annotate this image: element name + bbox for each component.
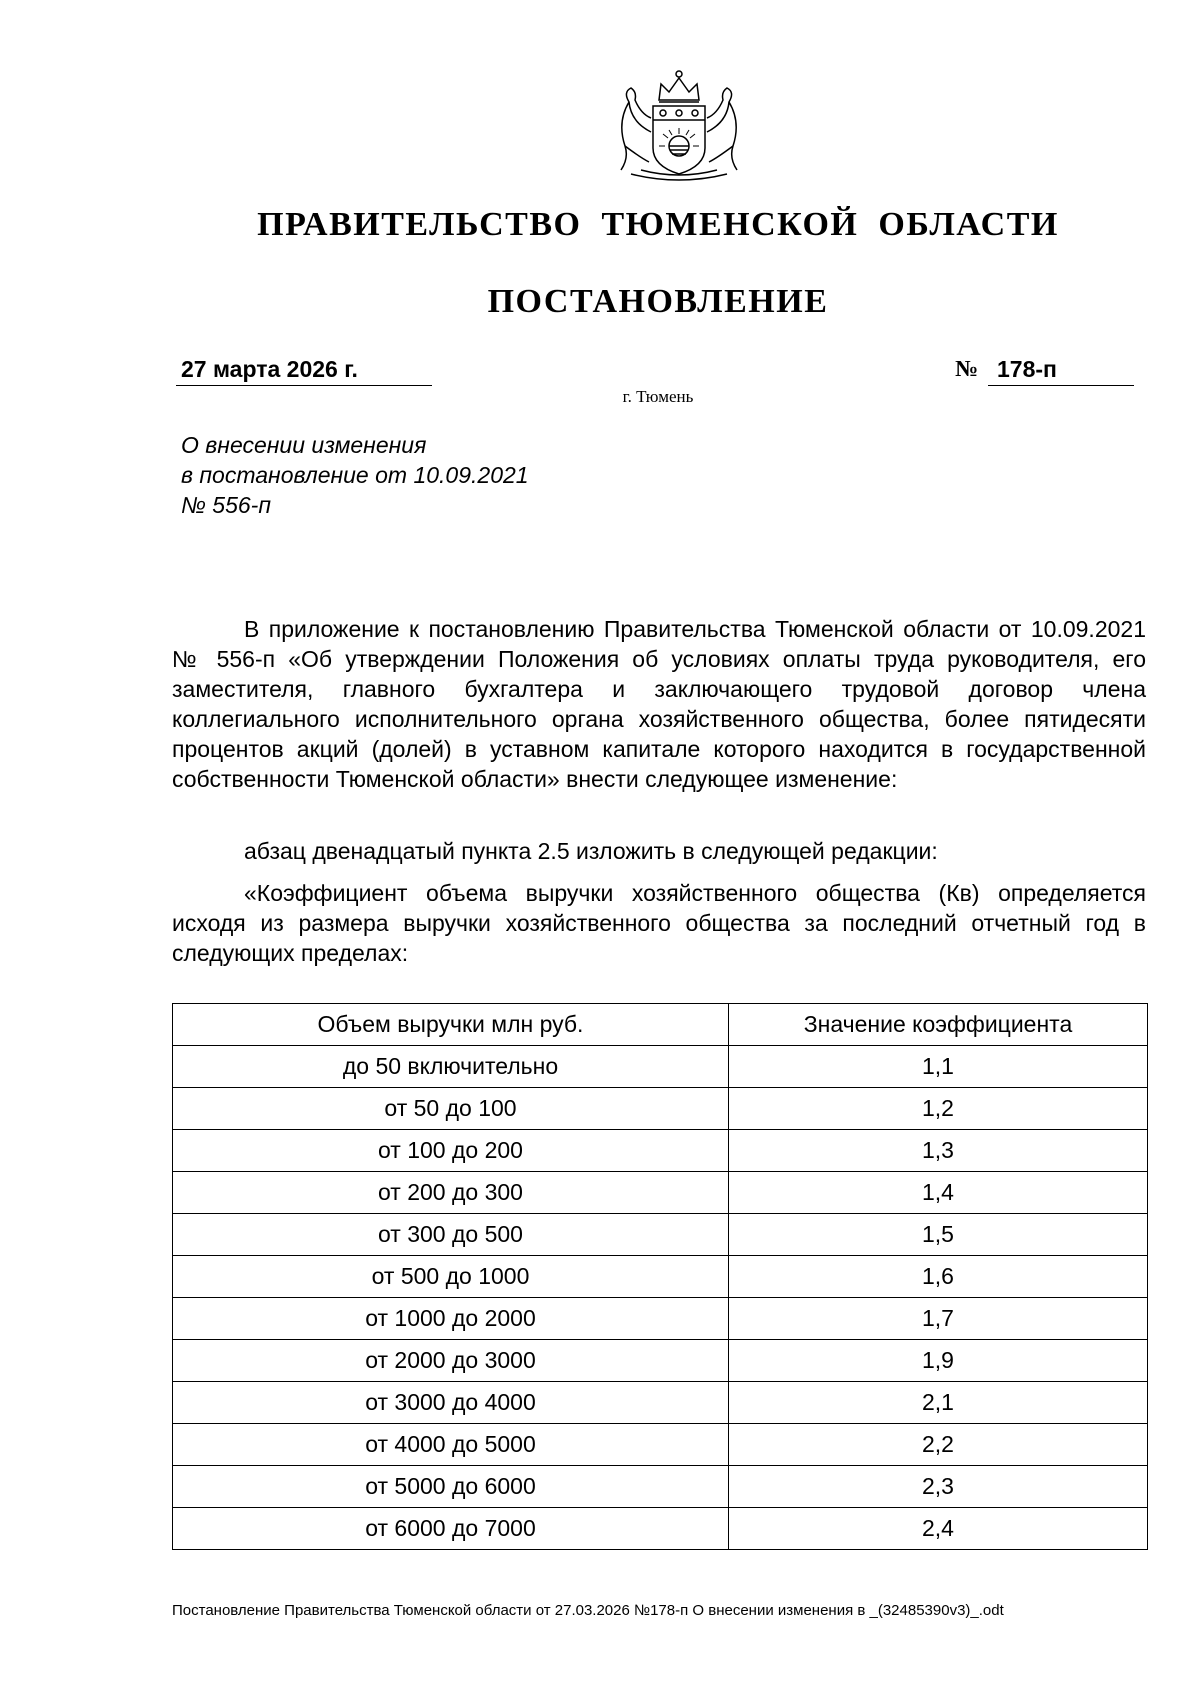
revenue-range-cell: от 200 до 300 bbox=[173, 1172, 729, 1214]
table-header-row bbox=[173, 1004, 1148, 1046]
revenue-range-cell: от 3000 до 4000 bbox=[173, 1382, 729, 1424]
revenue-range-cell: от 100 до 200 bbox=[173, 1130, 729, 1172]
subject-line: в постановление от 10.09.2021 bbox=[181, 462, 529, 488]
coefficient-cell: 1,7 bbox=[729, 1298, 1148, 1340]
document-subject bbox=[181, 430, 529, 520]
coefficient-cell: 2,1 bbox=[729, 1382, 1148, 1424]
revenue-range-cell: от 2000 до 3000 bbox=[173, 1340, 729, 1382]
revenue-range-cell: от 5000 до 6000 bbox=[173, 1466, 729, 1508]
table-row bbox=[173, 1382, 1148, 1424]
page-footer: Постановление Правительства Тюменской области от 27.03.2026 №178-п О внесении изменения в _(32485390v3)_.odt bbox=[172, 1602, 1004, 1619]
table-row bbox=[173, 1424, 1148, 1466]
coefficient-cell: 1,4 bbox=[729, 1172, 1148, 1214]
coefficient-cell: 2,3 bbox=[729, 1466, 1148, 1508]
revenue-range-cell: от 1000 до 2000 bbox=[173, 1298, 729, 1340]
body-paragraph: абзац двенадцатый пункта 2.5 изложить в следующей редакции: bbox=[244, 838, 938, 864]
body-paragraph: В приложение к постановлению Правительства Тюменской области от 10.09.2021 № 556-п «Об утверждении Положения об условиях оплаты труда руководителя, его заместителя, главного бухгалтера и заключающего трудовой договор члена коллегиального исполнительного органа хозяйственного общества, более пятидесяти процентов акций (долей) в уставном капитале которого находится в государственной собственности Тюменской области» внести следующее изменение: bbox=[172, 616, 1146, 792]
column-header: Значение коэффициента bbox=[729, 1004, 1148, 1046]
table-row bbox=[173, 1214, 1148, 1256]
coefficient-cell: 2,4 bbox=[729, 1508, 1148, 1550]
revenue-range-cell: от 6000 до 7000 bbox=[173, 1508, 729, 1550]
government-name: ПРАВИТЕЛЬСТВО ТЮМЕНСКОЙ ОБЛАСТИ bbox=[257, 206, 1059, 243]
subject-line: № 556-п bbox=[181, 492, 271, 518]
subject-line: О внесении изменения bbox=[181, 432, 427, 458]
coefficient-cell: 2,2 bbox=[729, 1424, 1148, 1466]
city: г. Тюмень bbox=[622, 387, 694, 406]
coefficient-cell: 1,6 bbox=[729, 1256, 1148, 1298]
table-row bbox=[173, 1466, 1148, 1508]
coefficient-cell: 1,9 bbox=[729, 1340, 1148, 1382]
table-row bbox=[173, 1046, 1148, 1088]
revenue-range-cell: до 50 включительно bbox=[173, 1046, 729, 1088]
table-row bbox=[173, 1172, 1148, 1214]
table-row bbox=[173, 1340, 1148, 1382]
number-label: № bbox=[955, 356, 979, 381]
column-header: Объем выручки млн руб. bbox=[173, 1004, 729, 1046]
coefficient-cell: 1,1 bbox=[729, 1046, 1148, 1088]
body-paragraph: «Коэффициент объема выручки хозяйственного общества (Кв) определяется исходя из размера выручки хозяйственного общества за последний отчетный год в следующих пределах: bbox=[172, 880, 1146, 966]
coefficient-cell: 1,2 bbox=[729, 1088, 1148, 1130]
table-row bbox=[173, 1256, 1148, 1298]
document-type: ПОСТАНОВЛЕНИЕ bbox=[487, 283, 829, 320]
table-row bbox=[173, 1088, 1148, 1130]
revenue-range-cell: от 50 до 100 bbox=[173, 1088, 729, 1130]
revenue-range-cell: от 300 до 500 bbox=[173, 1214, 729, 1256]
table-row bbox=[173, 1508, 1148, 1550]
revenue-range-cell: от 500 до 1000 bbox=[173, 1256, 729, 1298]
coefficient-cell: 1,3 bbox=[729, 1130, 1148, 1172]
revenue-range-cell: от 4000 до 5000 bbox=[173, 1424, 729, 1466]
coefficient-table bbox=[172, 1003, 1148, 1550]
document-date: 27 марта 2026 г. bbox=[181, 356, 358, 382]
coefficient-cell: 1,5 bbox=[729, 1214, 1148, 1256]
table-row bbox=[173, 1298, 1148, 1340]
table-row bbox=[173, 1130, 1148, 1172]
document-number: 178-п bbox=[997, 356, 1057, 382]
coat-of-arms-icon bbox=[601, 62, 757, 186]
